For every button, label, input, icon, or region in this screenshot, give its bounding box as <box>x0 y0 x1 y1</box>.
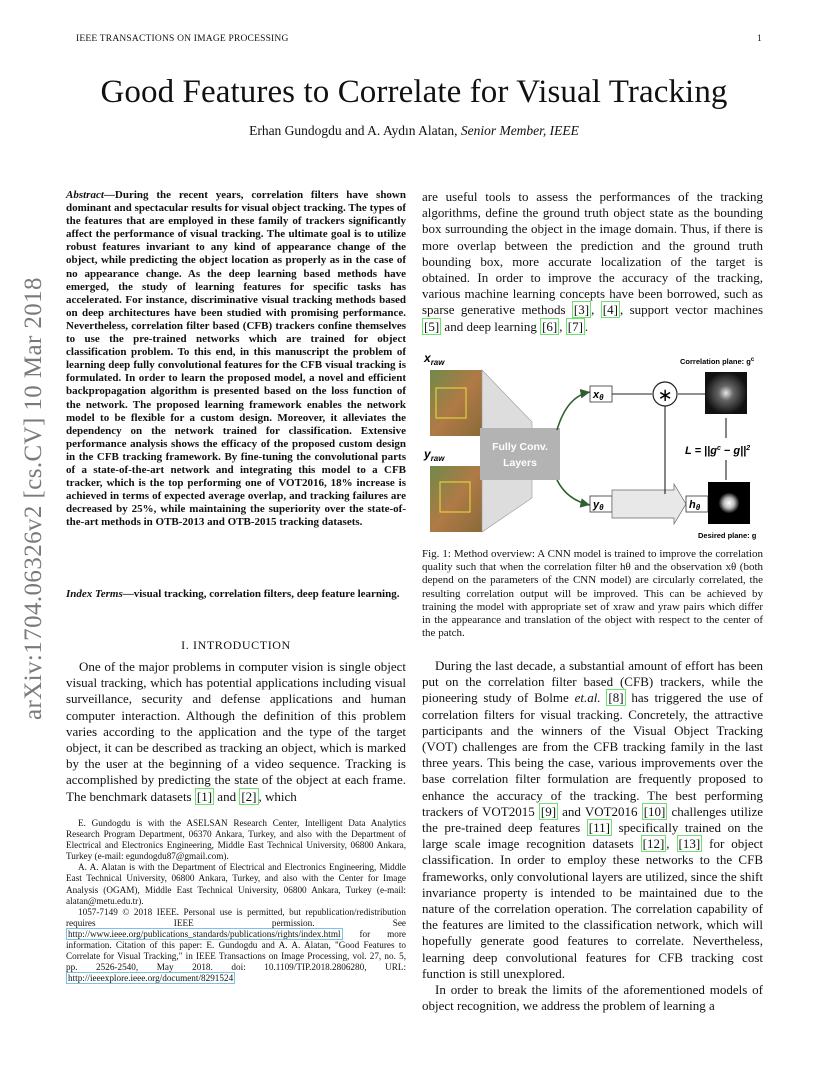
right-paragraph-2: In order to break the limits of the aforementioned models of object recognition, we address the problem of learning a <box>422 982 763 1014</box>
loss-formula: $L = ||g^c - g||^2$ <box>685 445 751 457</box>
text-run: and deep learning <box>441 318 541 334</box>
right-paragraph-0 <box>422 189 763 335</box>
text-run: et.al. <box>574 690 601 706</box>
method-diagram <box>422 348 763 542</box>
page-number: 1 <box>757 34 762 44</box>
fully-conv-layers-box <box>480 428 560 480</box>
text-run: specifically trained on the large scale image recognition datasets <box>422 820 763 852</box>
x-theta-label: xθ <box>593 389 604 402</box>
citation-link[interactable]: [2] <box>241 788 257 804</box>
section-heading-introduction: I. INTRODUCTION <box>181 638 291 652</box>
text-run: , <box>559 318 566 334</box>
citation-link[interactable]: [7] <box>567 318 583 334</box>
author-names: Erhan Gundogdu and A. Aydın Alatan, <box>249 123 458 138</box>
desired-plane-image <box>708 482 750 524</box>
text-run: 1057-7149 © 2018 IEEE. Personal use is permitted, but republication/redistribution requires IEEE permission. See <box>66 906 406 928</box>
text-run: One of the major problems in computer vision is single object visual tracking, which has potential applications including visual surveillance, security and defense applications and human computer interaction. Although the definition of this problem varies according to the application and the type of the target object, it can be described as tracking an object, which is marked by the user at the beginning of a video sequence. Tracking is accomplished by predicting the state of the object at each frame. The benchmark datasets <box>66 659 406 804</box>
x-raw-label: $x_{raw}$ <box>424 351 445 367</box>
citation-link[interactable]: [10] <box>643 803 666 819</box>
figure-caption: Fig. 1: Method overview: A CNN model is trained to improve the correlation quality such that when the correlation filter hθ and the observation xθ (both depend on the parameters of the CNN model) are circularly correlated, the resulting correlation output will be improved. This can be achieved by training the model with appropriate set of xraw and yraw pairs which differ in the appearance and translation of the object with respect to the center of the patch. <box>422 548 763 640</box>
index-terms-label: Index Terms <box>66 588 123 600</box>
citation-link[interactable]: [11] <box>588 820 610 836</box>
text-run: and VOT2016 <box>558 803 642 819</box>
arrow-to-y-theta <box>557 480 590 505</box>
text-run: challenges utilize the pre-trained deep features <box>422 803 763 836</box>
h-theta-label: hθ <box>689 499 701 512</box>
desired-plane-label: Desired plane: g <box>698 531 757 540</box>
y-raw-label: $y_{raw}$ <box>424 447 445 463</box>
figure-method-overview <box>422 348 763 542</box>
fcl-label-line1: Fully Conv. <box>492 441 548 453</box>
copyright-notice <box>66 907 406 985</box>
text-run: . <box>584 318 589 334</box>
text-run: During the last decade, a substantial amount of effort has been put on the correlation filter based (CFB) trackers, while the pioneering study of Bolme <box>422 658 763 706</box>
text-run: , <box>666 836 677 852</box>
index-terms <box>66 588 406 601</box>
citation-link[interactable]: [13] <box>678 836 701 852</box>
text-run: are useful tools to assess the performances of the tracking algorithms, define the ground truth object state as the bounding box surrounding the object in the image domain. Thus, if there is more overlap between the prediction and the ground truth bounding box, more accurate localization of the target is obtained. In order to improve the accuracy of the tracking, various machine learning concepts have been borrowed, such as sparse generative methods <box>422 189 763 318</box>
citation-link[interactable]: [1] <box>196 788 213 804</box>
intro-paragraph-1 <box>66 659 406 805</box>
abstract <box>66 189 406 529</box>
correlation-plane-image <box>705 372 747 414</box>
y-theta-label: yθ <box>593 499 604 512</box>
arxiv-watermark: arXiv:1704.06326v2 [cs.CV] 10 Mar 2018 <box>20 277 47 720</box>
correlation-plane-label: Correlation plane: $g^c$ <box>680 357 755 366</box>
text-run: and <box>214 788 240 804</box>
author-membership: Senior Member, IEEE <box>460 123 579 138</box>
authors <box>0 123 828 139</box>
paper-title: Good Features to Correlate for Visual Tracking <box>100 74 728 110</box>
abstract-label: Abstract <box>66 189 104 201</box>
text-run: has triggered the use of correlation filters for visual tracking. Concretely, the attractive participants and the winners of the Visual Object Tracking (VOT) challenges are from the CFB tracking family in the last three years. This being the case, various improvements over the base correlation filter formulation are frequently proposed to enhance the accuracy of the tracking. The best performing trackers of VOT2015 <box>422 690 764 819</box>
citation-link[interactable]: [6] <box>542 318 558 334</box>
text-run: , support vector machines <box>619 302 764 318</box>
x-raw-image <box>430 370 482 436</box>
filter-solver-arrow <box>612 484 686 524</box>
citation-link[interactable]: [3] <box>573 302 590 318</box>
right-paragraph-1 <box>422 658 763 982</box>
citation-link[interactable]: [5] <box>424 318 440 334</box>
abstract-text: —During the recent years, correlation filters have shown dominant and spectacular results for visual object tracking. The types of the features that are employed in these family of trackers significantly affect the performance of visual tracking. The ultimate goal is to utilize robust features invariant to any kind of appearance change of the object, while predicting the object location as properly as in the case of no appearance change. As the deep learning based methods have emerged, the study of learning features for specific tasks has accelerated. For instance, discriminative visual tracking methods based on deep architectures have been studied with promising performance. Nevertheless, correlation filter based (CFB) trackers confine themselves to use the pre-trained networks which are trained for object classification problem. To this end, in this manuscript the problem of learning deep fully convolutional features for the CFB visual tracking is formulated. In order to learn the proposed model, a novel and efficient backpropagation algorithm is presented based on the loss function of the network. The proposed learning framework enables the network model to be flexible for a custom design. Moreover, it alleviates the dependency on the network trained for classification. Extensive performance analysis shows the efficacy of the proposed custom design in the CFB tracking framework. By fine-tuning the convolutional parts of a state-of-the-art network and integrating this model to a CFB tracker, which is the top performing one of VOT2016, 18% increase is achieved in terms of expected average overlap, and tracking failures are decreased by 25%, while maintaining the superiority over the state-of-the-art methods in OTB-2013 and OTB-2015 tracking datasets. <box>66 189 406 529</box>
citation-link[interactable]: [9] <box>540 803 557 819</box>
footnotes <box>66 818 406 984</box>
index-terms-text: —visual tracking, correlation filters, deep feature learning. <box>122 588 400 600</box>
running-header: IEEE TRANSACTIONS ON IMAGE PROCESSING <box>76 34 289 44</box>
correlation-symbol: ∗ <box>657 385 673 405</box>
fcl-label-line2: Layers <box>503 457 537 469</box>
y-raw-image <box>430 466 482 532</box>
citation-link[interactable]: [12] <box>642 836 665 852</box>
footnote-author-2: A. A. Alatan is with the Department of Electrical and Electronics Engineering, Middle East Technical University, 06800 Ankara, Turkey, and also with the Center for Image Analysis (OGAM), Middle East Technical University, 06800 Ankara, Turkey (e-mail: alatan@metu.edu.tr). <box>66 862 406 906</box>
right-paragraphs <box>422 658 763 1014</box>
text-run: , <box>591 302 601 318</box>
text-run: for more information. Citation of this paper: E. Gundogdu and A. A. Alatan, "Good Features to Correlate for Visual Tracking," in IEEE Transactions on Image Processing, vol. 27, no. 5, pp. 2526-2540, May 2018. doi: 10.1109/TIP.2018.2806280, URL: <box>66 928 406 973</box>
text-run: for object classification. In order to employ these networks to the CFB frameworks, only convolutional layers are utilized, since the shift invariance property is intended to be maintained due to the nature of the correlation operation. The correlation capability of the features are limited to the classification network, which will hopefully generate good features to correlate. Nevertheless, learning deep convolutional features for CFB tracking cost function is still unexplored. <box>422 836 763 981</box>
ieeexplore-link[interactable]: http://ieeexplore.ieee.org/document/8291524 <box>68 973 234 984</box>
citation-link[interactable]: [4] <box>602 302 618 318</box>
arrow-to-x-theta <box>557 392 590 430</box>
text-run: , which <box>258 788 297 804</box>
rights-link[interactable]: http://www.ieee.org/publications_standards/publications/rights/index.html <box>68 928 341 939</box>
citation-link[interactable]: [8] <box>608 690 624 706</box>
footnote-author-1: E. Gundogdu is with the ASELSAN Research Center, Intelligent Data Analytics Research Program Department, 06370 Ankara, Turkey, and also with the Department of Electrical and Electronics Engineering, Middle East Technical University, 06800 Ankara, Turkey (e-mail: egundogdu87@gmail.com). <box>66 818 406 862</box>
